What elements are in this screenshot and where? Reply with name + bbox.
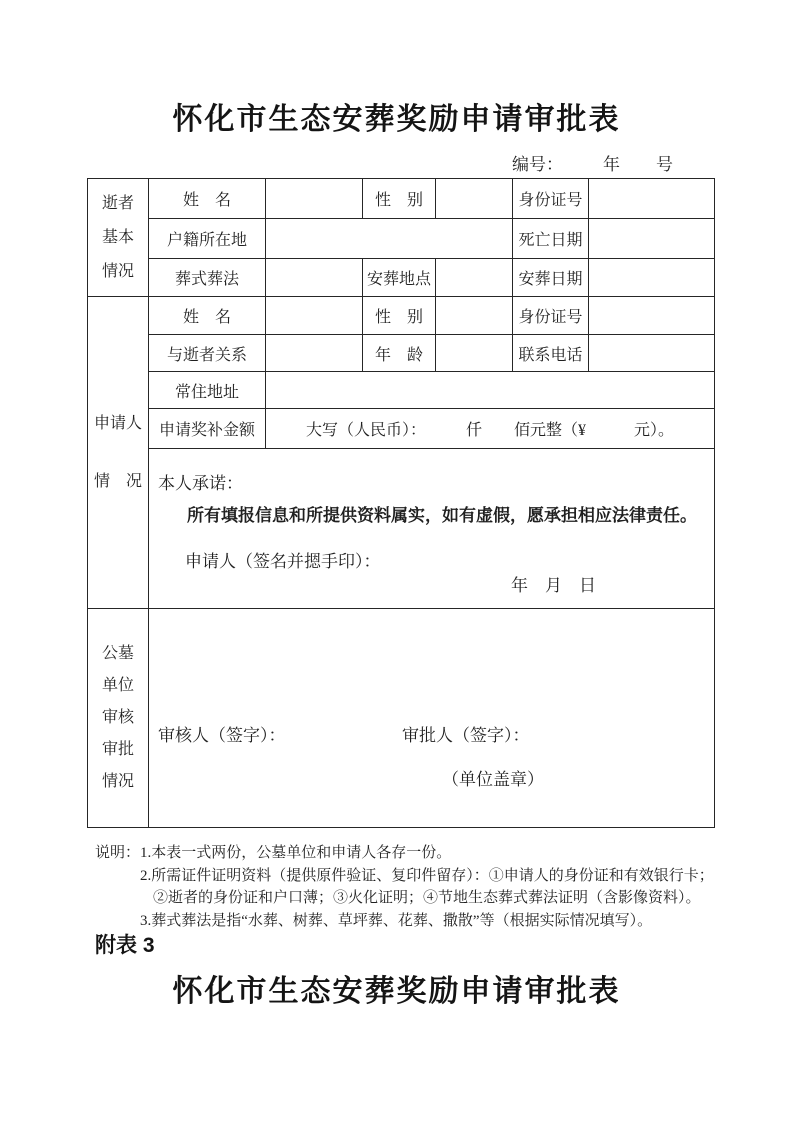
serial-number-line <box>512 150 673 175</box>
applicant-name-value <box>266 297 363 335</box>
serial-prefix: 编号： <box>512 155 563 174</box>
commitment-statement: 所有填报信息和所提供资料属实，如有虚假，愿承担相应法律责任。 <box>187 506 697 525</box>
deceased-residence-label: 户籍所在地 <box>149 219 266 259</box>
notes-block <box>95 842 735 932</box>
section-label-line: 情况 <box>101 773 134 790</box>
deceased-id-label: 身份证号 <box>513 179 589 219</box>
applicant-reward-label: 申请奖补金额 <box>149 409 266 449</box>
applicant-phone-value <box>589 335 715 372</box>
section-label-line: 逝者 <box>101 194 134 212</box>
commitment-cell <box>149 449 715 609</box>
section-label-line: 公墓 <box>101 645 134 662</box>
reward-amount-text: 大写（人民币）： 仟 佰元整（¥ 元）。 <box>266 409 715 449</box>
section-label-line: 申请人 <box>93 414 142 432</box>
applicant-id-label: 身份证号 <box>513 297 589 335</box>
deceased-burial-place-value <box>436 259 513 297</box>
commitment-title: 本人承诺： <box>158 474 243 493</box>
deceased-name-label: 姓 名 <box>149 179 266 219</box>
applicant-age-label: 年 龄 <box>363 335 436 372</box>
application-form-table <box>87 178 715 828</box>
note-item: 1.本表一式两份，公墓单位和申请人各存一份。 <box>140 845 452 861</box>
section-label-applicant <box>88 297 149 609</box>
applicant-address-label: 常住地址 <box>149 372 266 409</box>
approval-cell <box>149 609 715 828</box>
reviewer-signature-line: 审核人（签字）： <box>158 726 286 745</box>
approver-signature-line: 审批人（签字）： <box>402 726 530 745</box>
applicant-name-label: 姓 名 <box>149 297 266 335</box>
deceased-burial-method-label: 葬式葬法 <box>149 259 266 297</box>
deceased-burial-date-value <box>589 259 715 297</box>
section-label-line: 基本 <box>101 228 134 246</box>
section-label-line: 审核 <box>101 709 134 726</box>
applicant-relation-label: 与逝者关系 <box>149 335 266 372</box>
appendix-label: 附表 3 <box>95 934 155 957</box>
page-title-bottom: 怀化市生态安葬奖励申请审批表 <box>172 975 621 1008</box>
note-item: 3.葬式葬法是指“水葬、树葬、草坪葬、花葬、撒散”等（根据实际情况填写）。 <box>140 912 653 929</box>
deceased-burial-place-label: 安葬地点 <box>363 259 436 297</box>
serial-year-label: 年 <box>603 155 620 174</box>
note-item: ②逝者的身份证和户口薄；③火化证明；④节地生态葬式葬法证明（含影像资料）。 <box>153 890 701 906</box>
section-label-line: 情 况 <box>93 472 142 490</box>
applicant-signature-line: 申请人（签名并摁手印）： <box>185 552 381 571</box>
deceased-gender-value <box>436 179 513 219</box>
unit-seal-line: （单位盖章） <box>442 770 544 789</box>
applicant-relation-value <box>266 335 363 372</box>
signature-date-line: 年 月 日 <box>511 576 596 595</box>
note-item: 2.所需证件证明资料（提供原件验证、复印件留存）：①申请人的身份证和有效银行卡； <box>140 867 714 884</box>
deceased-burial-method-value <box>266 259 363 297</box>
deceased-gender-label: 性 别 <box>363 179 436 219</box>
applicant-phone-label: 联系电话 <box>513 335 589 372</box>
applicant-gender-value <box>436 297 513 335</box>
applicant-id-value <box>589 297 715 335</box>
deceased-death-date-value <box>589 219 715 259</box>
page-title: 怀化市生态安葬奖励申请审批表 <box>172 103 621 136</box>
deceased-name-value <box>266 179 363 219</box>
deceased-id-value <box>589 179 715 219</box>
deceased-burial-date-label: 安葬日期 <box>513 259 589 297</box>
deceased-residence-value <box>266 219 513 259</box>
section-label-line: 情况 <box>101 262 134 280</box>
applicant-address-value <box>266 372 715 409</box>
section-label-line: 单位 <box>101 677 134 694</box>
deceased-death-date-label: 死亡日期 <box>513 219 589 259</box>
section-label-deceased <box>88 179 149 297</box>
section-label-cemetery <box>88 609 149 828</box>
section-label-line: 审批 <box>101 741 134 758</box>
notes-label: 说明： <box>95 845 141 861</box>
serial-no-label: 号 <box>656 155 673 174</box>
applicant-age-value <box>436 335 513 372</box>
applicant-gender-label: 性 别 <box>363 297 436 335</box>
